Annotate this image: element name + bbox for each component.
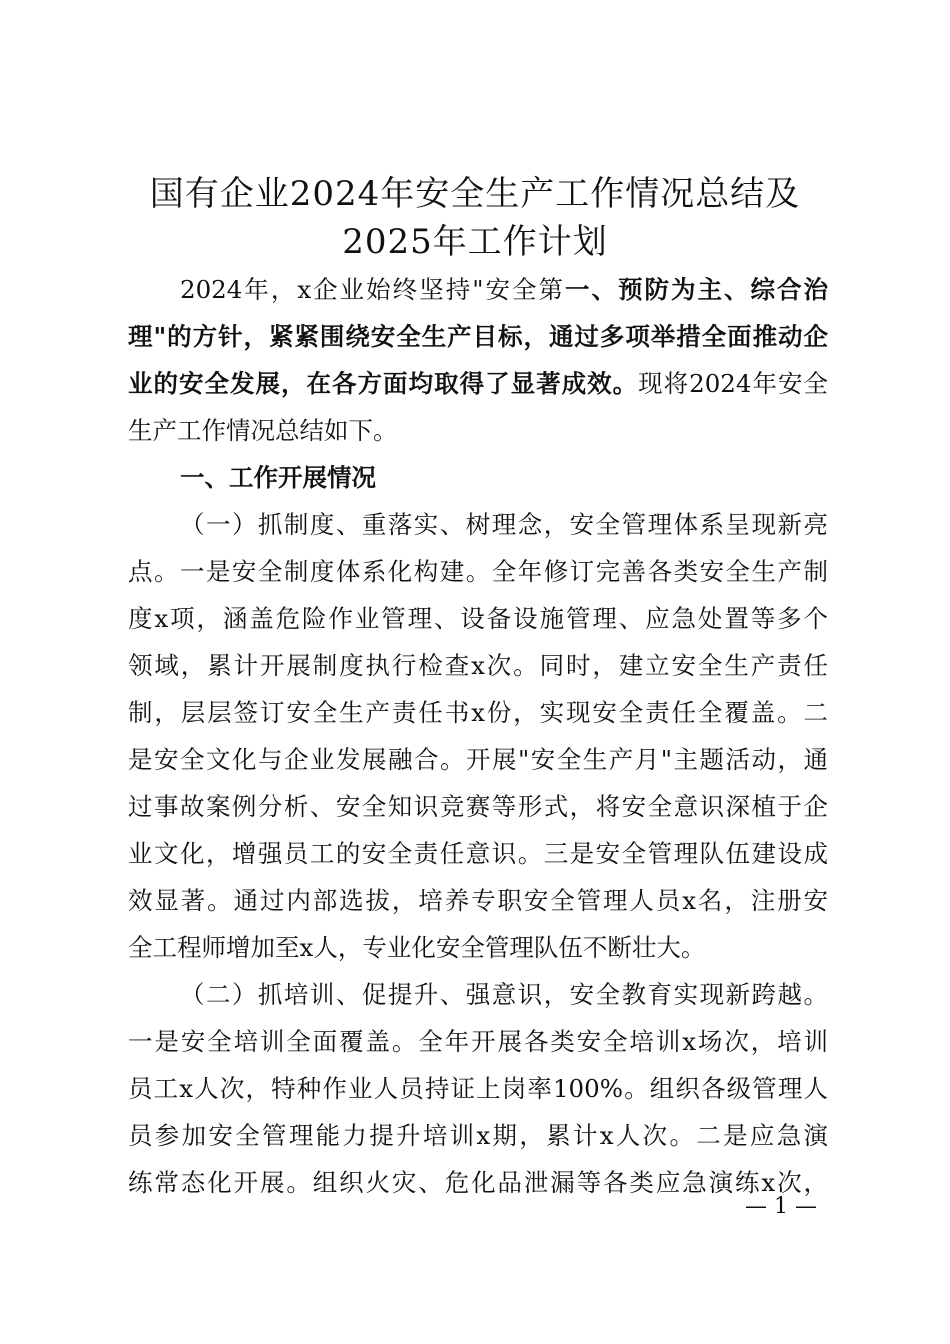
page-number: — 1 — xyxy=(745,1194,817,1219)
para1-line: 业文化，增强员工的安全责任意识。三是安全管理队伍建设成 xyxy=(128,839,828,868)
intro-line-3-plain: 现将2024年安全 xyxy=(638,369,829,398)
intro-line-2: 理"的方针，紧紧围绕安全生产目标，通过多项举措全面推动企 xyxy=(128,322,828,351)
intro-line-1 xyxy=(180,272,828,308)
intro-line-4: 生产工作情况总结如下。 xyxy=(128,416,398,445)
para1-line: （一）抓制度、重落实、树理念，安全管理体系呈现新亮 xyxy=(180,510,828,539)
para1-line: 是安全文化与企业发展融合。开展"安全生产月"主题活动，通 xyxy=(128,745,828,774)
intro-line-3 xyxy=(128,366,828,402)
document-title-line-1: 国有企业2024年安全生产工作情况总结及 xyxy=(149,174,801,214)
para1-line: 领域，累计开展制度执行检查x次。同时，建立安全生产责任 xyxy=(128,651,828,680)
para1-line: 点。一是安全制度体系化构建。全年修订完善各类安全生产制 xyxy=(128,557,828,586)
document-title-line-2: 2025年工作计划 xyxy=(342,222,608,262)
para1-line: 效显著。通过内部选拔，培养专职安全管理人员x名，注册安 xyxy=(128,886,828,915)
para2-line: （二）抓培训、促提升、强意识，安全教育实现新跨越。 xyxy=(180,980,828,1009)
para2-line: 练常态化开展。组织火灾、危化品泄漏等各类应急演练x次， xyxy=(128,1168,828,1197)
para2-line: 一是安全培训全面覆盖。全年开展各类安全培训x场次，培训 xyxy=(128,1027,828,1056)
para2-line: 员工x人次，特种作业人员持证上岗率100%。组织各级管理人 xyxy=(128,1074,828,1103)
para1-line: 过事故案例分析、安全知识竞赛等形式，将安全意识深植于企 xyxy=(128,792,828,821)
para1-line: 全工程师增加至x人，专业化安全管理队伍不断壮大。 xyxy=(128,933,706,962)
para2-line: 员参加安全管理能力提升培训x期，累计x人次。二是应急演 xyxy=(128,1121,828,1150)
para1-line: 制，层层签订安全生产责任书x份，实现安全责任全覆盖。二 xyxy=(128,698,828,727)
para1-line: 度x项，涵盖危险作业管理、设备设施管理、应急处置等多个 xyxy=(128,604,828,633)
section-heading-1: 一、工作开展情况 xyxy=(180,463,376,492)
intro-line-3-bold: 业的安全发展，在各方面均取得了显著成效。 xyxy=(128,369,639,398)
intro-line-1-bold: 一、预防为主、综合治 xyxy=(564,275,829,304)
intro-line-1-plain: 2024年，x企业始终坚持"安全第 xyxy=(180,275,565,304)
